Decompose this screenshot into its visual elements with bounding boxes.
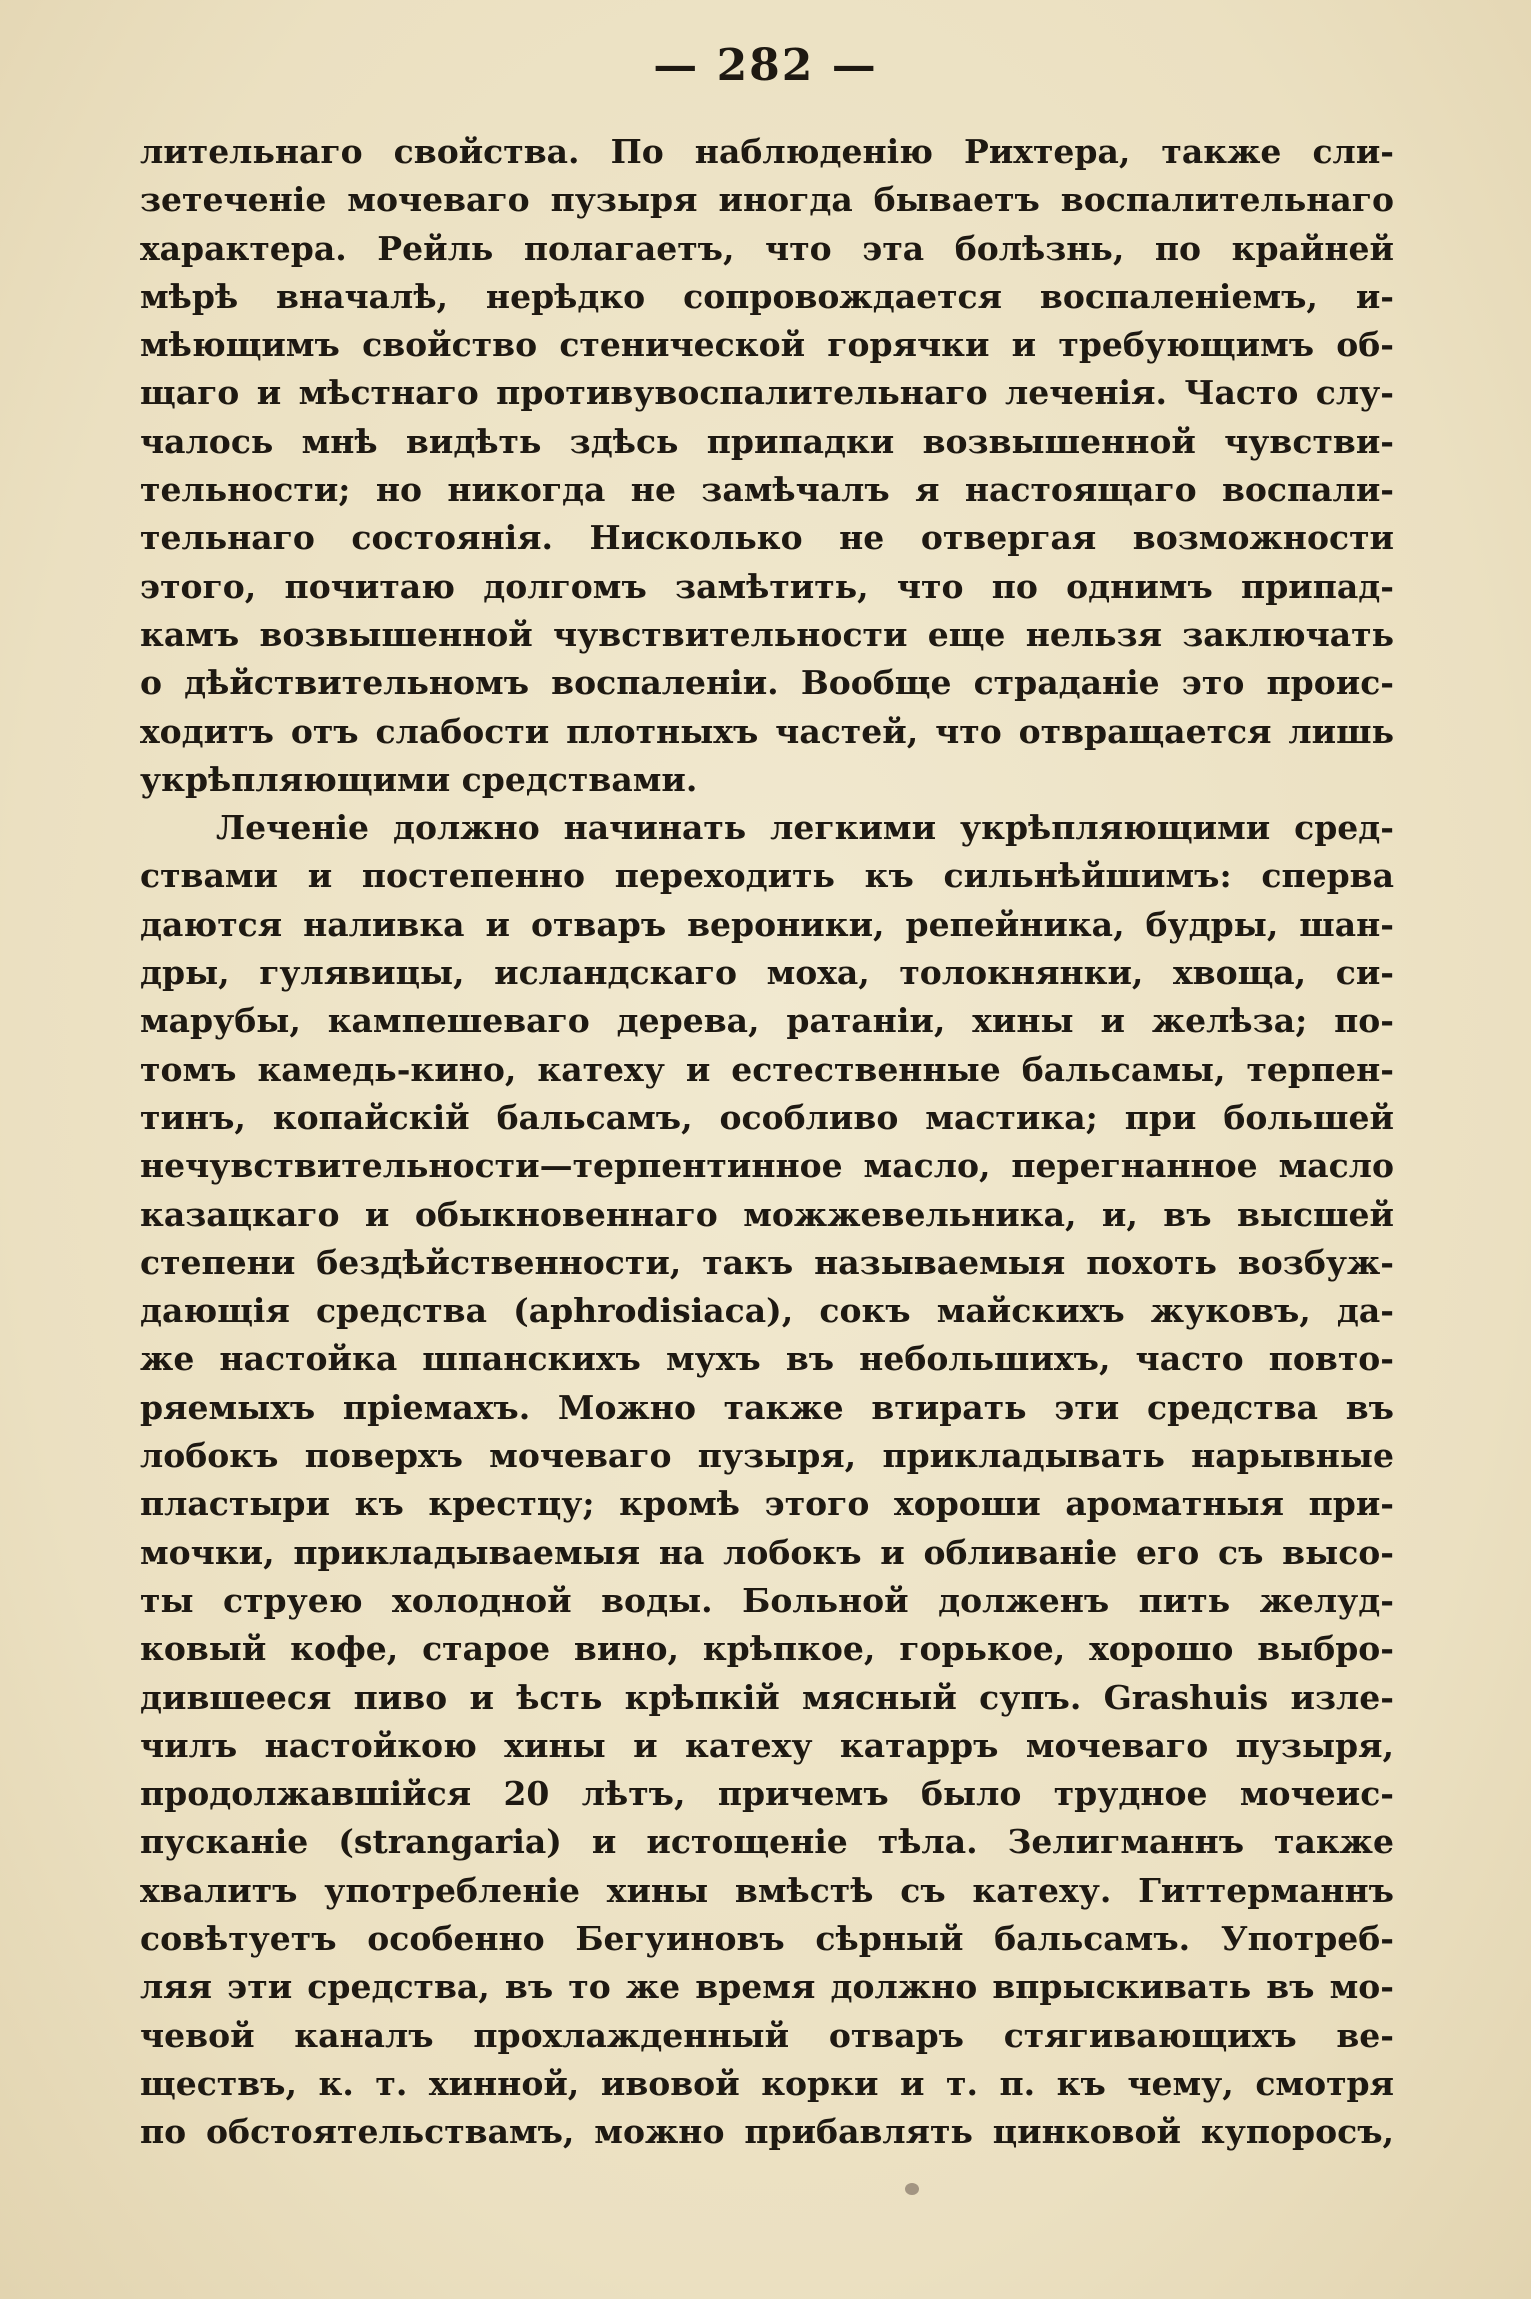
text-line: ществъ, к. т. хинной, ивовой корки и т. п. къ чему, смотря	[140, 2063, 1394, 2103]
text-line: ты струею холодной воды. Больной долженъ пить желуд-	[140, 1580, 1394, 1620]
text-line: характера. Рейль полагаетъ, что эта болѣзнь, по крайней	[140, 228, 1394, 268]
text-line: этого, почитаю долгомъ замѣтить, что по однимъ припад-	[140, 566, 1394, 606]
text-line: ствами и постепенно переходить къ сильнѣйшимъ: сперва	[140, 856, 1394, 896]
text-line: степени бездѣйственности, такъ называемыя похоть возбуж-	[140, 1242, 1394, 1282]
text-line: мѣрѣ вначалѣ, нерѣдко сопровождается воспаленіемъ, и-	[140, 276, 1394, 316]
text-line: марубы, кампешеваго дерева, ратаніи, хины и желѣза; по-	[140, 1001, 1394, 1041]
text-line: щаго и мѣстнаго противувоспалительнаго леченія. Часто слу-	[140, 373, 1394, 413]
page-number: — 282 —	[653, 40, 878, 91]
text-line: томъ камедь-кино, катеху и естественные бальсамы, терпен-	[140, 1049, 1394, 1089]
ink-spot	[905, 2183, 919, 2195]
text-line: зетеченіе мочеваго пузыря иногда бываетъ воспалительнаго	[140, 180, 1394, 220]
text-line: ляя эти средства, въ то же время должно впрыскивать въ мо-	[140, 1967, 1394, 2007]
text-line: ходитъ отъ слабости плотныхъ частей, что отвращается лишь	[140, 711, 1394, 751]
text-line: тинъ, копайскій бальсамъ, особливо мастика; при большей	[140, 1097, 1394, 1137]
text-line: тельности; но никогда не замѣчалъ я настоящаго воспали-	[140, 470, 1394, 510]
text-line: тельнаго состоянія. Нисколько не отвергая возможности	[140, 518, 1394, 558]
paragraph	[140, 128, 1394, 804]
text-line: укрѣпляющими средствами.	[140, 759, 698, 799]
text-line: совѣтуетъ особенно Бегуиновъ сѣрный бальсамъ. Употреб-	[140, 1918, 1394, 1958]
body-text	[140, 128, 1394, 2156]
text-line: продолжавшійся 20 лѣтъ, причемъ было трудное мочеис-	[140, 1774, 1394, 1814]
text-line: ряемыхъ пріемахъ. Можно также втирать эти средства въ	[140, 1387, 1394, 1427]
text-line: дры, гулявицы, исландскаго моха, толокнянки, хвоща, си-	[140, 953, 1394, 993]
text-line: пластыри къ крестцу; кромѣ этого хороши ароматныя при-	[140, 1484, 1394, 1524]
text-line: чилъ настойкою хины и катеху катарръ мочеваго пузыря,	[140, 1725, 1394, 1765]
text-line: камъ возвышенной чувствительности еще нельзя заключать	[140, 614, 1394, 654]
text-line: дившееся пиво и ѣсть крѣпкій мясный супъ. Grashuis изле-	[140, 1677, 1394, 1717]
text-line: чевой каналъ прохлажденный отваръ стягивающихъ ве-	[140, 2015, 1394, 2055]
text-line: пусканіе (strangaria) и истощеніе тѣла. Зелигманнъ также	[140, 1822, 1394, 1862]
paragraph	[140, 804, 1394, 2156]
text-line: Леченіе должно начинать легкими укрѣпляющими сред-	[216, 808, 1394, 848]
text-line: нечувствительности—терпентинное масло, перегнанное масло	[140, 1146, 1394, 1186]
text-line: дающія средства (aphrodisiaca), сокъ майскихъ жуковъ, да-	[140, 1291, 1394, 1331]
text-line: ковый кофе, старое вино, крѣпкое, горькое, хорошо выбро-	[140, 1629, 1394, 1669]
text-line: о дѣйствительномъ воспаленіи. Вообще страданіе это проис-	[140, 663, 1394, 703]
text-line: хвалитъ употребленіе хины вмѣстѣ съ катеху. Гиттерманнъ	[140, 1870, 1394, 1910]
text-line: лительнаго свойства. По наблюденію Рихтера, также сли-	[140, 132, 1394, 171]
text-line: даются наливка и отваръ вероники, репейника, будры, шан-	[140, 904, 1394, 944]
text-line: чалось мнѣ видѣть здѣсь припадки возвышенной чувстви-	[140, 421, 1394, 461]
text-line: лобокъ поверхъ мочеваго пузыря, прикладывать нарывные	[140, 1436, 1394, 1476]
text-line: казацкаго и обыкновеннаго можжевельника, и, въ высшей	[140, 1194, 1394, 1234]
text-line: мочки, прикладываемыя на лобокъ и обливаніе его съ высо-	[140, 1532, 1394, 1572]
text-line: мѣющимъ свойство стенической горячки и требующимъ об-	[140, 325, 1394, 365]
text-line: по обстоятельствамъ, можно прибавлять цинковой купоросъ,	[140, 2112, 1394, 2152]
text-line: же настойка шпанскихъ мухъ въ небольшихъ, часто повто-	[140, 1339, 1394, 1379]
